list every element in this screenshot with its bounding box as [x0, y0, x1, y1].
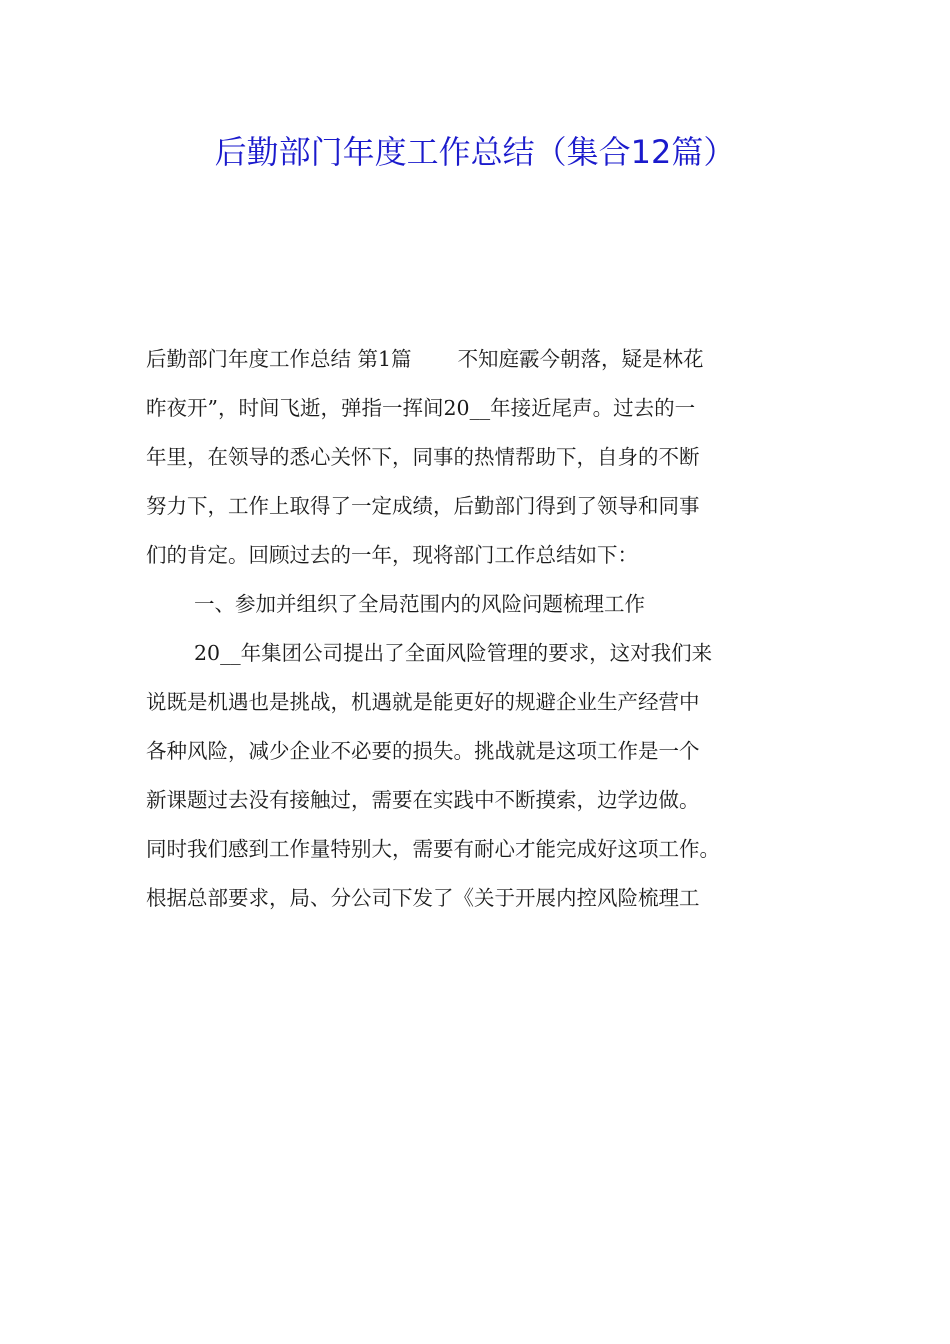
- paragraph-line: 昨夜开”，时间飞逝，弹指一挥间20__年接近尾声。过去的一: [146, 396, 696, 420]
- paragraph-line: 各种风险，减少企业不必要的损失。挑战就是这项工作是一个: [146, 739, 700, 763]
- paragraph-line: 同时我们感到工作量特别大，需要有耐心才能完成好这项工作。: [146, 837, 720, 861]
- paragraph-line: 说既是机遇也是挑战，机遇就是能更好的规避企业生产经营中: [146, 690, 700, 714]
- paragraph-line: 努力下，工作上取得了一定成绩，后勤部门得到了领导和同事: [146, 494, 700, 518]
- subheading-line: 一、参加并组织了全局范围内的风险问题梳理工作: [194, 592, 645, 616]
- section-heading: 后勤部门年度工作总结 第1篇: [146, 347, 412, 371]
- document-body: [146, 335, 811, 923]
- paragraph-line: 20__年集团公司提出了全面风险管理的要求，这对我们来: [194, 641, 713, 665]
- paragraph-line: 们的肯定。回顾过去的一年，现将部门工作总结如下：: [146, 543, 638, 567]
- paragraph-line: 根据总部要求，局、分公司下发了《关于开展内控风险梳理工: [146, 886, 700, 910]
- line-text: 不知庭霰今朝落，疑是林花: [457, 347, 704, 371]
- paragraph-line: 新课题过去没有接触过，需要在实践中不断摸索，边学边做。: [146, 788, 700, 812]
- paragraph-line: 年里，在领导的悉心关怀下，同事的热情帮助下，自身的不断: [146, 445, 700, 469]
- document-title: 后勤部门年度工作总结（集合12篇）: [214, 133, 736, 171]
- paragraph-line: [146, 335, 811, 384]
